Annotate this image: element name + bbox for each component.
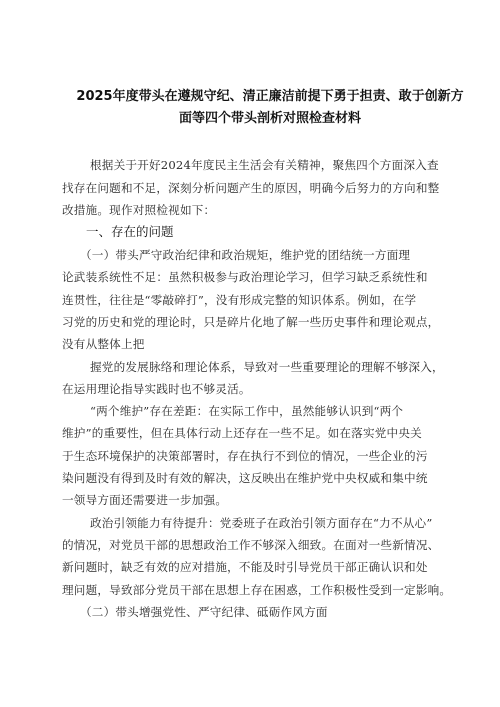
body-line: 根据关于开好2024年度民主生活会有关精神，聚焦四个方面深入查 bbox=[90, 158, 439, 172]
body-line: 握党的发展脉络和理论体系，导致对一些重要理论的理解不够深入， bbox=[90, 360, 444, 374]
document-title-line-1: 2025年度带头在遵规守纪、清正廉洁前提下勇于担责、敢于创新方 bbox=[76, 89, 464, 104]
body-line: 改措施。现作对照检视如下： bbox=[62, 203, 216, 217]
body-line: 于生态环境保护的决策部署时，存在执行不到位的情况，一些企业的污 bbox=[62, 449, 428, 463]
document-title-line-2: 面等四个带头剖析对照检查材料 bbox=[178, 111, 361, 126]
body-line: 一领导方面还需要进一步加强。 bbox=[62, 493, 228, 507]
subsection-line: （一）带头严守政治纪律和政治规矩，维护党的团结统一方面理 bbox=[80, 248, 411, 262]
body-line: 习党的历史和党的理论时，只是碎片化地了解一些历史事件和理论观点， bbox=[62, 315, 440, 329]
body-line: 没有从整体上把 bbox=[62, 337, 145, 351]
body-line: 在运用理论指导实践时也不够灵活。 bbox=[62, 382, 251, 396]
section-heading: 一、存在的问题 bbox=[86, 224, 174, 239]
body-line: 理问题，导致部分党员干部在思想上存在困惑，工作积极性受到一定影响。 bbox=[62, 583, 452, 597]
body-line: 的情况，对党员干部的思想政治工作不够深入细致。在面对一些新情况、 bbox=[62, 538, 440, 552]
body-line: 维护”的重要性，但在具体行动上还存在一些不足。如在落实党中央关 bbox=[62, 426, 422, 440]
body-line: 论武装系统性不足：虽然积极参与政治理论学习，但学习缺乏系统性和 bbox=[62, 270, 428, 284]
body-line: 连贯性，往往是“零敲碎打”，没有形成完整的知识体系。例如，在学 bbox=[62, 293, 417, 307]
subsection-line: （二）带头增强党性、严守纪律、砥砺作风方面 bbox=[80, 605, 328, 619]
body-line: 政治引领能力有待提升：党委班子在政治引领方面存在“力不从心” bbox=[90, 516, 433, 530]
body-line: 找存在问题和不足，深刻分析问题产生的原因，明确今后努力的方向和整 bbox=[62, 181, 440, 195]
body-line: “两个维护”存在差距：在实际工作中，虽然能够认识到“两个 bbox=[90, 404, 404, 418]
body-line: 染问题没有得到及时有效的解决，这反映出在维护党中央权威和集中统 bbox=[62, 471, 428, 485]
body-line: 新问题时，缺乏有效的应对措施，不能及时引导党员干部正确认识和处 bbox=[62, 560, 428, 574]
